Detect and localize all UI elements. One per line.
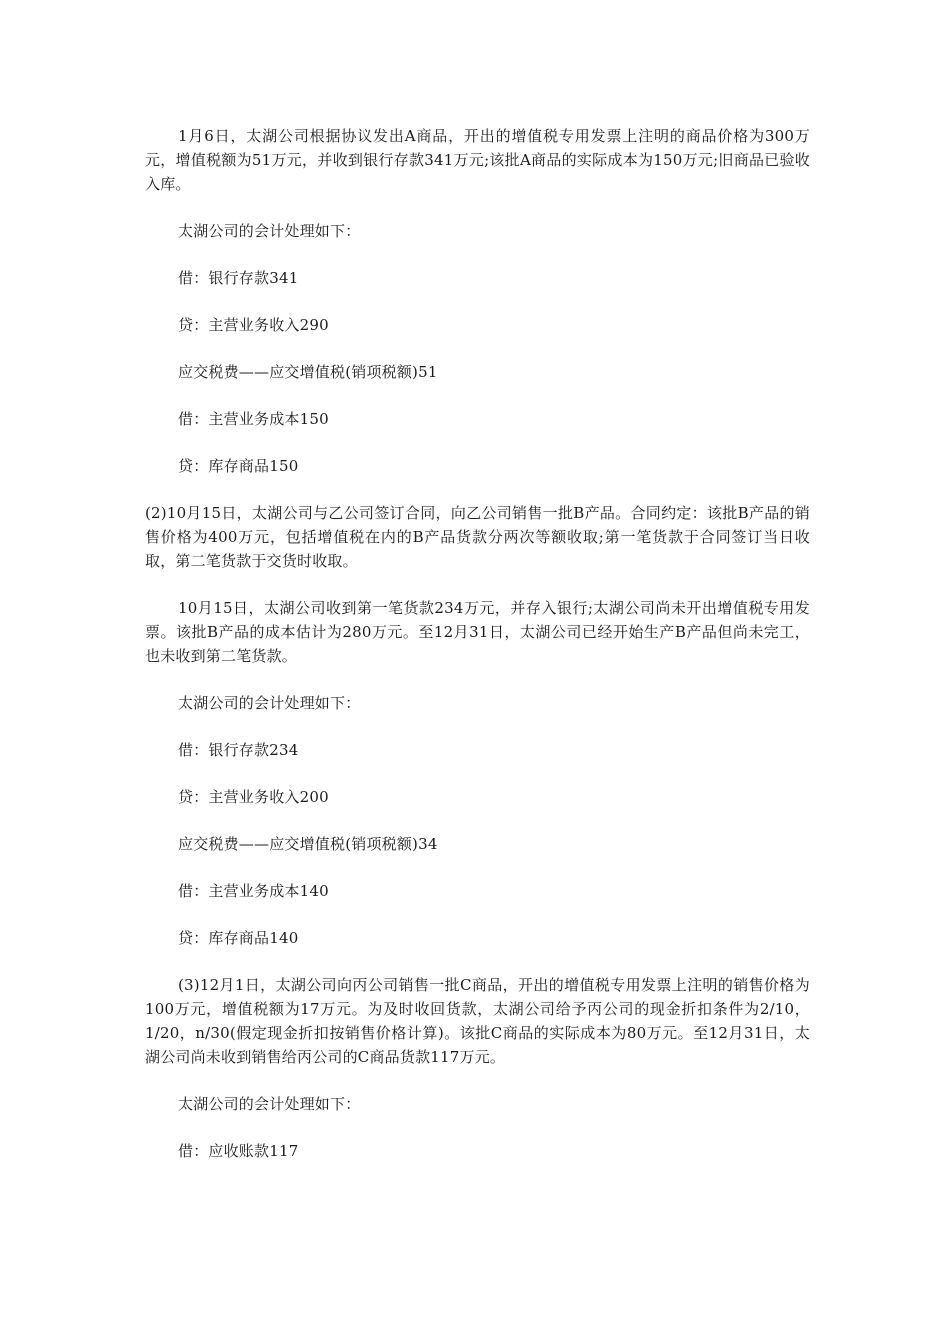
accounting-intro-1: 太湖公司的会计处理如下： [178, 222, 361, 240]
paragraph-a-goods-sale: 1月6日，太湖公司根据协议发出A商品，开出的增值税专用发票上注明的商品价格为300万元，增值税额为51万元，并收到银行存款341万元;该批A商品的实际成本为150万元;旧商品已验收入库。 [145, 127, 810, 193]
entry-credit-revenue-290: 贷：主营业务收入290 [178, 316, 329, 334]
document-body [145, 124, 810, 1186]
entry-debit-cost-140: 借：主营业务成本140 [178, 882, 329, 900]
entry-debit-receivable-117: 借：应收账款117 [178, 1142, 299, 1160]
entry-vat-34: 应交税费——应交增值税(销项税额)34 [178, 835, 438, 853]
entry-credit-inventory-140: 贷：库存商品140 [178, 929, 299, 947]
entry-credit-revenue-200: 贷：主营业务收入200 [178, 788, 329, 806]
accounting-intro-2: 太湖公司的会计处理如下： [178, 694, 361, 712]
paragraph-b-payment: 10月15日，太湖公司收到第一笔货款234万元，并存入银行;太湖公司尚未开出增值税专用发票。该批B产品的成本估计为280万元。至12月31日，太湖公司已经开始生产B产品但尚未完工，也未收到第二笔货款。 [145, 599, 810, 665]
entry-vat-51: 应交税费——应交增值税(销项税额)51 [178, 363, 438, 381]
entry-debit-cost-150: 借：主营业务成本150 [178, 410, 329, 428]
entry-debit-bank-234: 借：银行存款234 [178, 741, 299, 759]
entry-credit-inventory-150: 贷：库存商品150 [178, 457, 299, 475]
entry-debit-bank-341: 借：银行存款341 [178, 269, 299, 287]
paragraph-b-contract: (2)10月15日，太湖公司与乙公司签订合同，向乙公司销售一批B产品。合同约定：该批B产品的销售价格为400万元，包括增值税在内的B产品货款分两次等额收取;第一笔货款于合同签订当日收取，第二笔货款于交货时收取。 [145, 504, 810, 570]
paragraph-c-goods-sale: (3)12月1日，太湖公司向丙公司销售一批C商品，开出的增值税专用发票上注明的销售价格为100万元，增值税额为17万元。为及时收回货款，太湖公司给予丙公司的现金折扣条件为2/10，1/20，n/30(假定现金折扣按销售价格计算)。该批C商品的实际成本为80万元。至12月31日，太湖公司尚未收到销售给丙公司的C商品货款117万元。 [145, 976, 810, 1066]
accounting-intro-3: 太湖公司的会计处理如下： [178, 1095, 361, 1113]
